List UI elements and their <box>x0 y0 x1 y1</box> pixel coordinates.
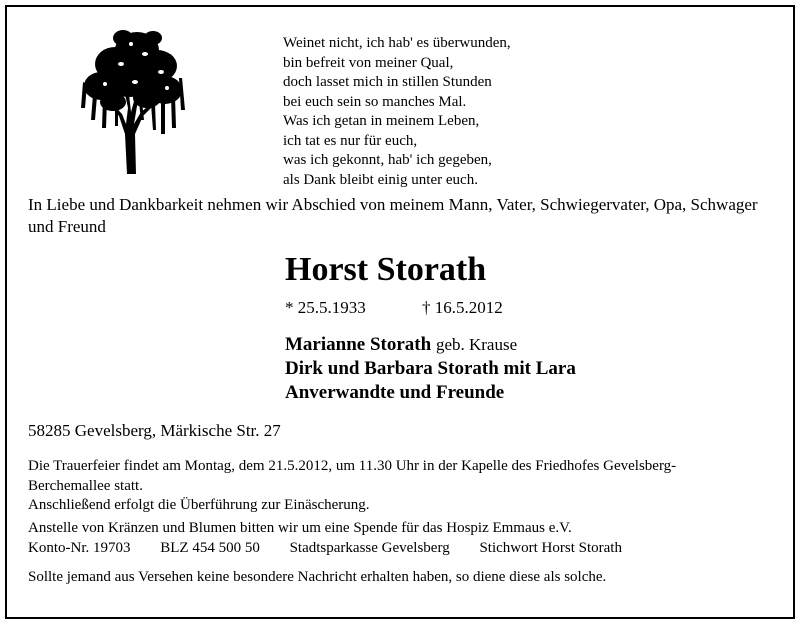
mourner-wife-maiden: geb. Krause <box>435 335 518 354</box>
account-number: Konto-Nr. 19703 <box>28 539 131 556</box>
poem-line: bin befreit von meiner Qual, <box>283 54 454 71</box>
poem-line: ich tat es nur für euch, <box>283 132 418 149</box>
poem <box>283 34 511 190</box>
ceremony-line: Anschließend erfolgt die Überführung zur Einäscherung. <box>28 497 370 513</box>
death-date: † 16.5.2012 <box>422 298 503 317</box>
poem-line: Weinet nicht, ich hab' es überwunden, <box>283 35 511 51</box>
donation-info <box>28 519 768 558</box>
mourner-others: Anverwandte und Freunde <box>285 382 505 403</box>
poem-line: bei euch sein so manches Mal. <box>283 93 467 110</box>
tree-icon <box>75 24 187 176</box>
ceremony-line: Berchemallee statt. <box>28 477 143 494</box>
poem-line: was ich gekonnt, hab' ich gegeben, <box>283 152 492 168</box>
donation-keyword: Stichwort Horst Storath <box>479 539 622 556</box>
bank-name: Stadtsparkasse Gevelsberg <box>289 539 450 556</box>
deceased-name: Horst Storath <box>285 251 487 288</box>
life-dates <box>285 297 503 319</box>
birth-date: * 25.5.1933 <box>285 298 366 317</box>
poem-line: Was ich getan in meinem Leben, <box>283 113 480 129</box>
bank-code: BLZ 454 500 50 <box>160 539 260 556</box>
bank-details <box>28 539 768 559</box>
ceremony-info <box>28 457 768 516</box>
poem-line: doch lasset mich in stillen Stunden <box>283 74 492 90</box>
address: 58285 Gevelsberg, Märkische Str. 27 <box>28 421 281 440</box>
mourner-son: Dirk und Barbara Storath mit Lara <box>285 358 576 379</box>
ceremony-line: Die Trauerfeier findet am Montag, dem 21.5.2012, um 11.30 Uhr in der Kapelle des Friedhofes Gevelsberg- <box>28 458 677 474</box>
poem-line: als Dank bleibt einig unter euch. <box>283 171 478 188</box>
notice-text: Sollte jemand aus Versehen keine besondere Nachricht erhalten haben, so diene diese als solche. <box>28 569 607 585</box>
intro-text: In Liebe und Dankbarkeit nehmen wir Abschied von meinem Mann, Vater, Schwiegervater, Opa, Schwager und Freund <box>28 195 758 236</box>
mourner-wife: Marianne Storath <box>285 334 432 355</box>
mourners-list <box>285 333 576 405</box>
donation-text: Anstelle von Kränzen und Blumen bitten wir um eine Spende für das Hospiz Emmaus e.V. <box>28 520 572 536</box>
